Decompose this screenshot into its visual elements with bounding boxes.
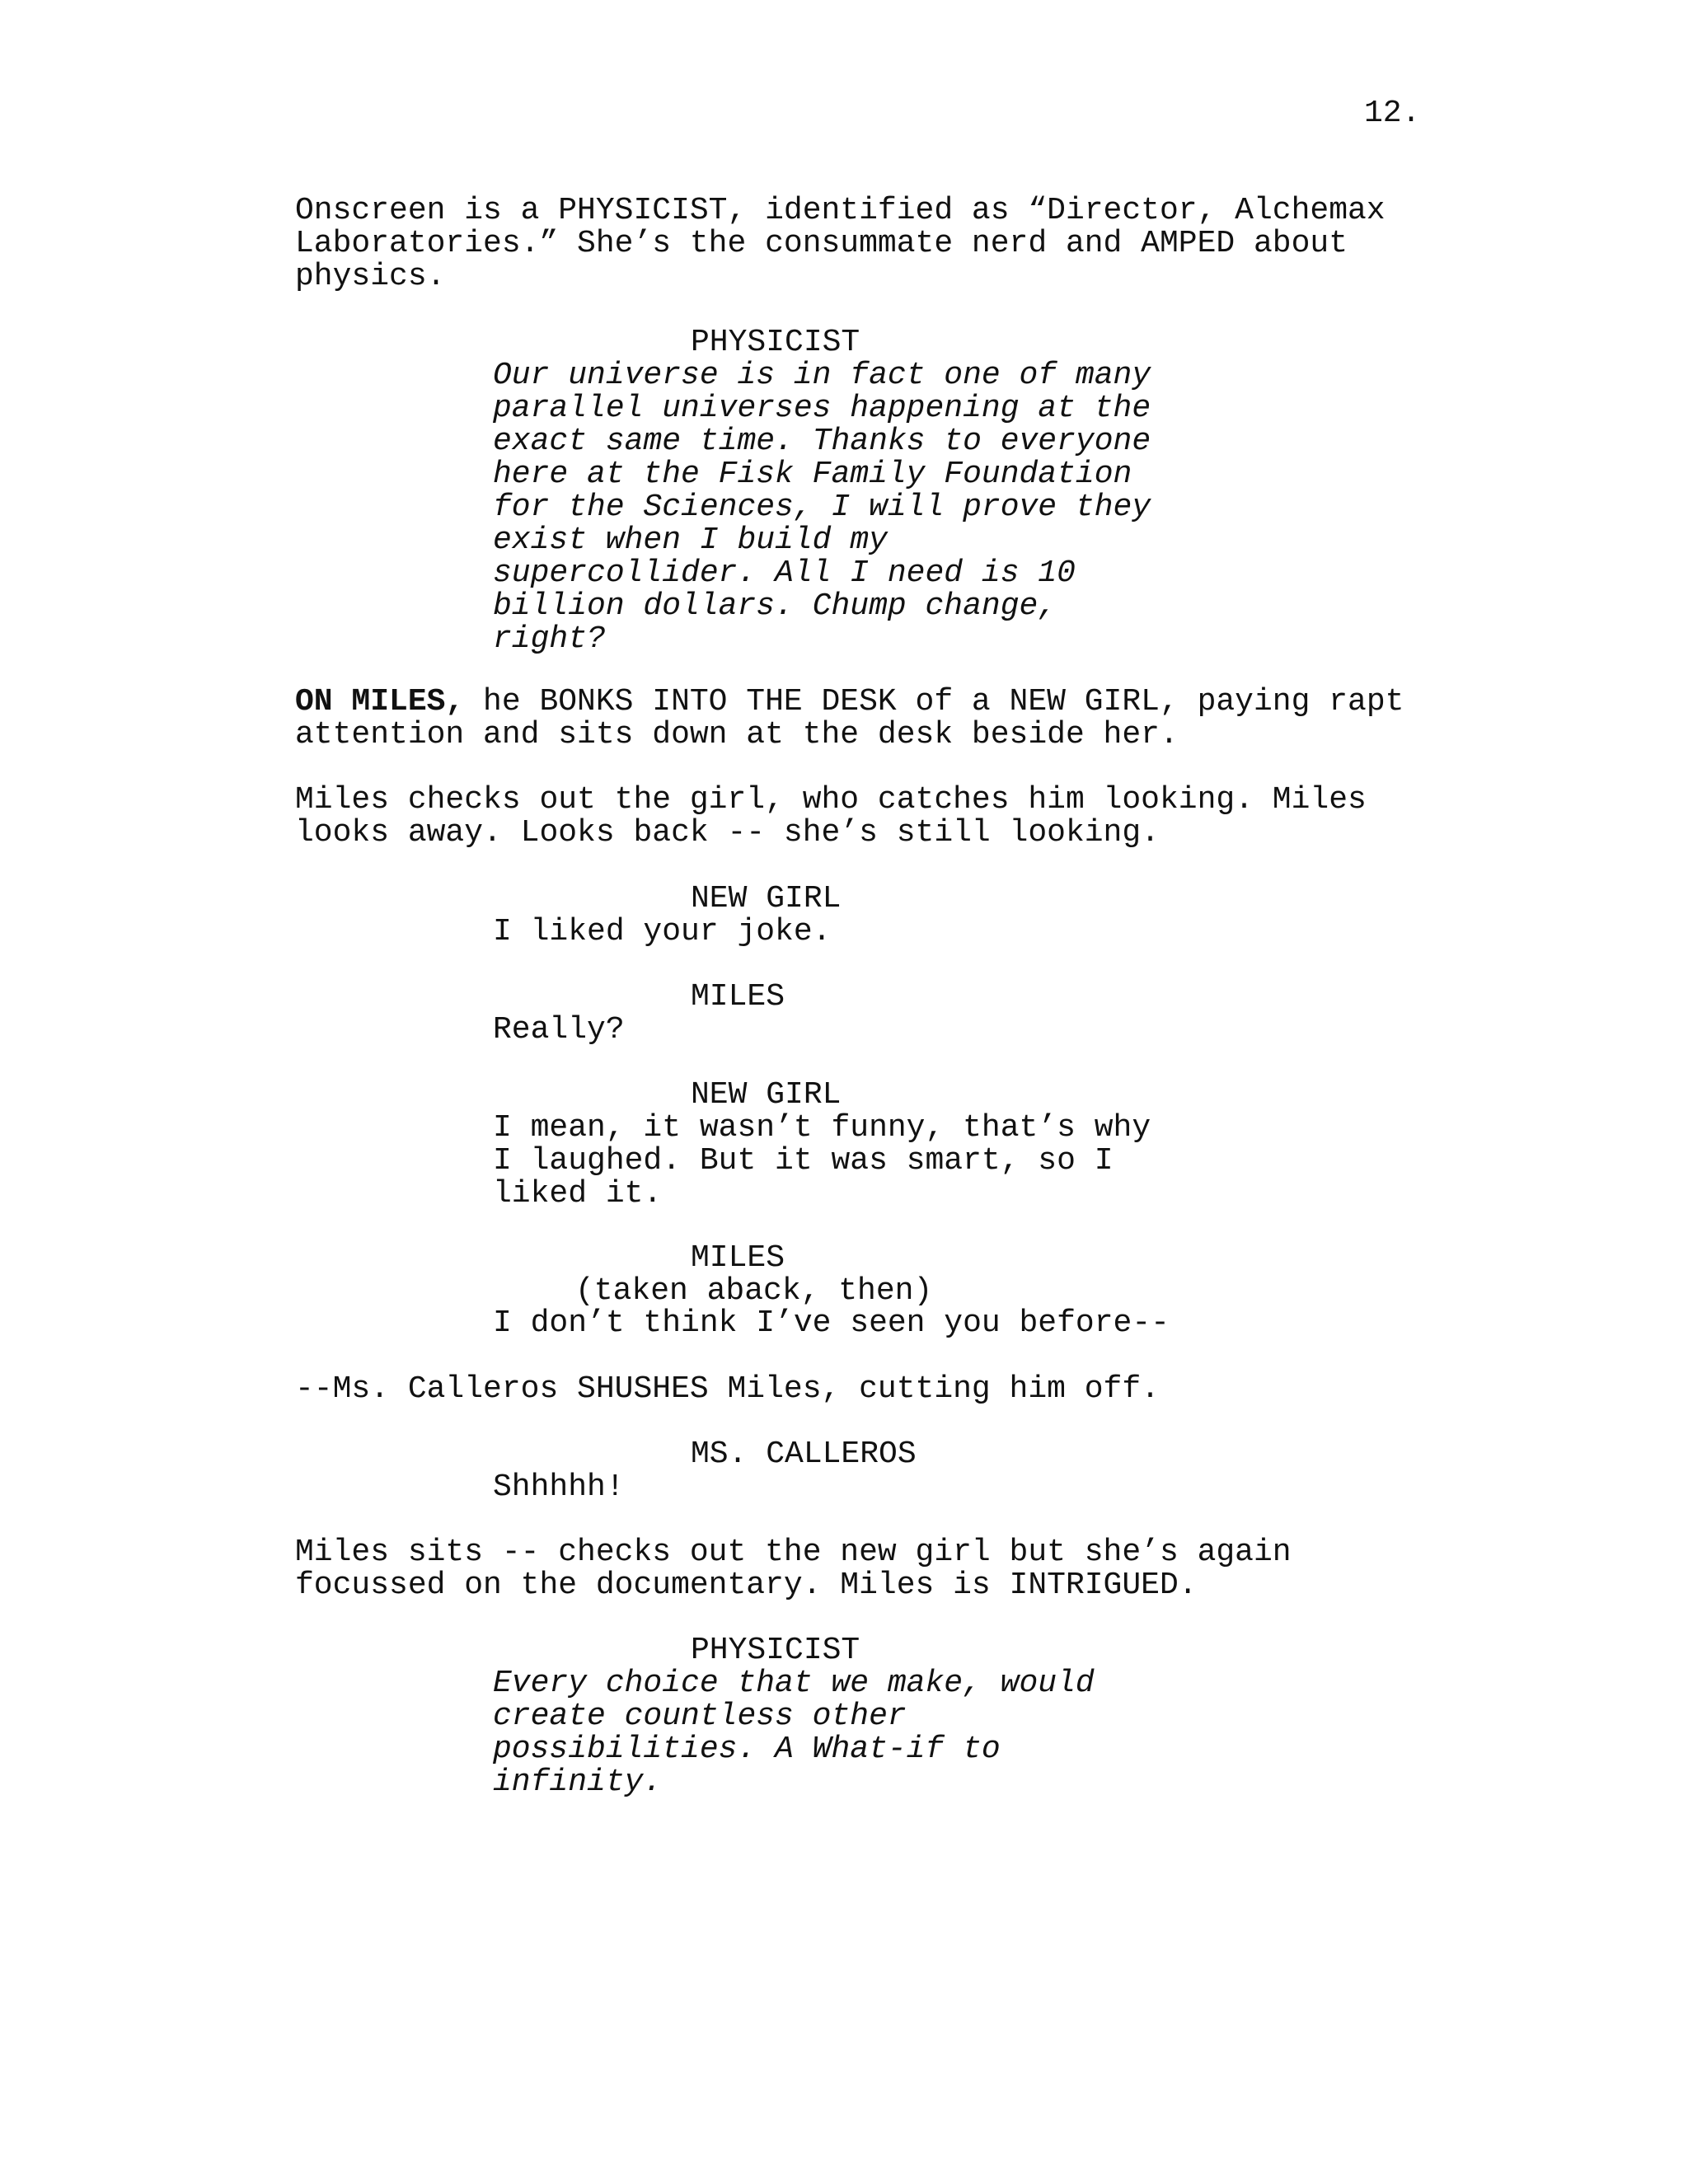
dialogue-calleros-shh: Shhhhh!	[493, 1469, 625, 1505]
character-miles-2: MILES	[691, 1240, 785, 1276]
action-miles-checks-out: Miles checks out the girl, who catches him looking. Miles looks away. Looks back -- she’s still looking.	[295, 782, 1367, 851]
dialogue-new-girl-funny: I mean, it wasn’t funny, that’s why I laughed. But it was smart, so I liked it.	[493, 1110, 1151, 1212]
action-on-miles-text: he BONKS INTO THE DESK of a NEW GIRL, paying rapt attention and sits down at the desk beside her.	[295, 684, 1404, 752]
action-miles-sits: Miles sits -- checks out the new girl but she’s again focussed on the documentary. Miles is INTRIGUED.	[295, 1535, 1292, 1603]
character-new-girl-2: NEW GIRL	[691, 1077, 842, 1113]
dialogue-physicist-choice: Every choice that we make, would create countless other possibilities. A What-if to infinity.	[493, 1666, 1095, 1800]
character-ms-calleros: MS. CALLEROS	[691, 1436, 917, 1472]
dialogue-new-girl-joke: I liked your joke.	[493, 914, 832, 949]
action-calleros-shushes: --Ms. Calleros SHUSHES Miles, cutting him off.	[295, 1371, 1160, 1407]
parenthetical-taken-aback: (taken aback, then)	[575, 1273, 933, 1309]
dialogue-miles-really: Really?	[493, 1012, 625, 1047]
dialogue-physicist-universes: Our universe is in fact one of many parallel universes happening at the exact same time. Thanks to everyone here at the Fisk Family Foundation for the Sciences, I will prove they exist when I build my supercollider. All I need is 10 billion dollars. Chump change, right?	[493, 358, 1151, 657]
character-new-girl: NEW GIRL	[691, 881, 842, 916]
character-physicist: PHYSICIST	[691, 325, 860, 360]
character-miles: MILES	[691, 979, 785, 1015]
dialogue-miles-before: I don’t think I’ve seen you before--	[493, 1305, 1170, 1341]
page-number: 12.	[1364, 96, 1421, 131]
scene-emphasis: ON MILES,	[295, 684, 465, 719]
action-onscreen-physicist: Onscreen is a PHYSICIST, identified as “Director, Alchemax Laboratories.” She’s the consummate nerd and AMPED about physics.	[295, 193, 1386, 294]
action-on-miles	[295, 686, 1404, 752]
character-physicist-2: PHYSICIST	[691, 1633, 860, 1668]
